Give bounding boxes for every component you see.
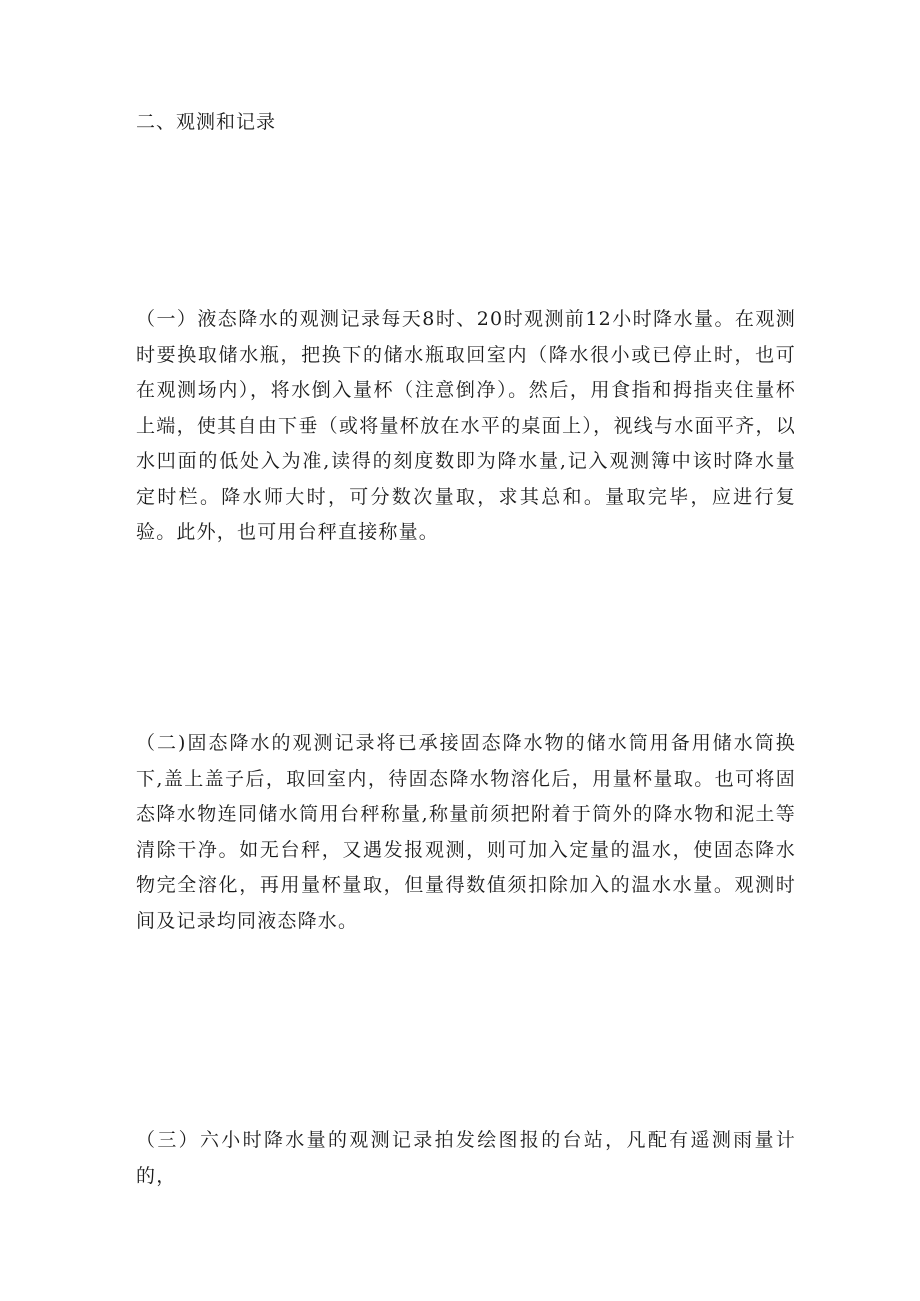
paragraph-six-hour-precipitation: （三）六小时降水量的观测记录拍发绘图报的台站，凡配有遥测雨量计的， <box>136 1129 796 1187</box>
section-heading: 二、观测和记录 <box>136 111 277 133</box>
paragraph-solid-precipitation: （二)固态降水的观测记录将已承接固态降水物的储水筒用备用储水筒换下,盖上盖子后，取回室内，待固态降水物溶化后，用量杯量取。也可将固态降水物连同储水筒用台秤称量,称量前须把附着于筒外的降水物和泥土等清除干净。如无台秤，又遇发报观测，则可加入定量的温水，使固态降水物完全溶化，再用量杯量取，但量得数值须扣除加入的温水水量。观测时间及记录均同液态降水。 <box>136 732 796 932</box>
paragraph-liquid-precipitation: （一）液态降水的观测记录每天8时、20时观测前12小时降水量。在观测时要换取储水瓶，把换下的储水瓶取回室内（降水很小或已停止时，也可在观测场内），将水倒入量杯（注意倒净）。然后，用食指和拇指夹住量杯上端，使其自由下垂（或将量杯放在水平的桌面上），视线与水面平齐，以水凹面的低处入为准,读得的刻度数即为降水量,记入观测簿中该时降水量定时栏。降水师大时，可分数次量取，求其总和。量取完毕，应进行复验。此外，也可用台秤直接称量。 <box>136 308 796 543</box>
